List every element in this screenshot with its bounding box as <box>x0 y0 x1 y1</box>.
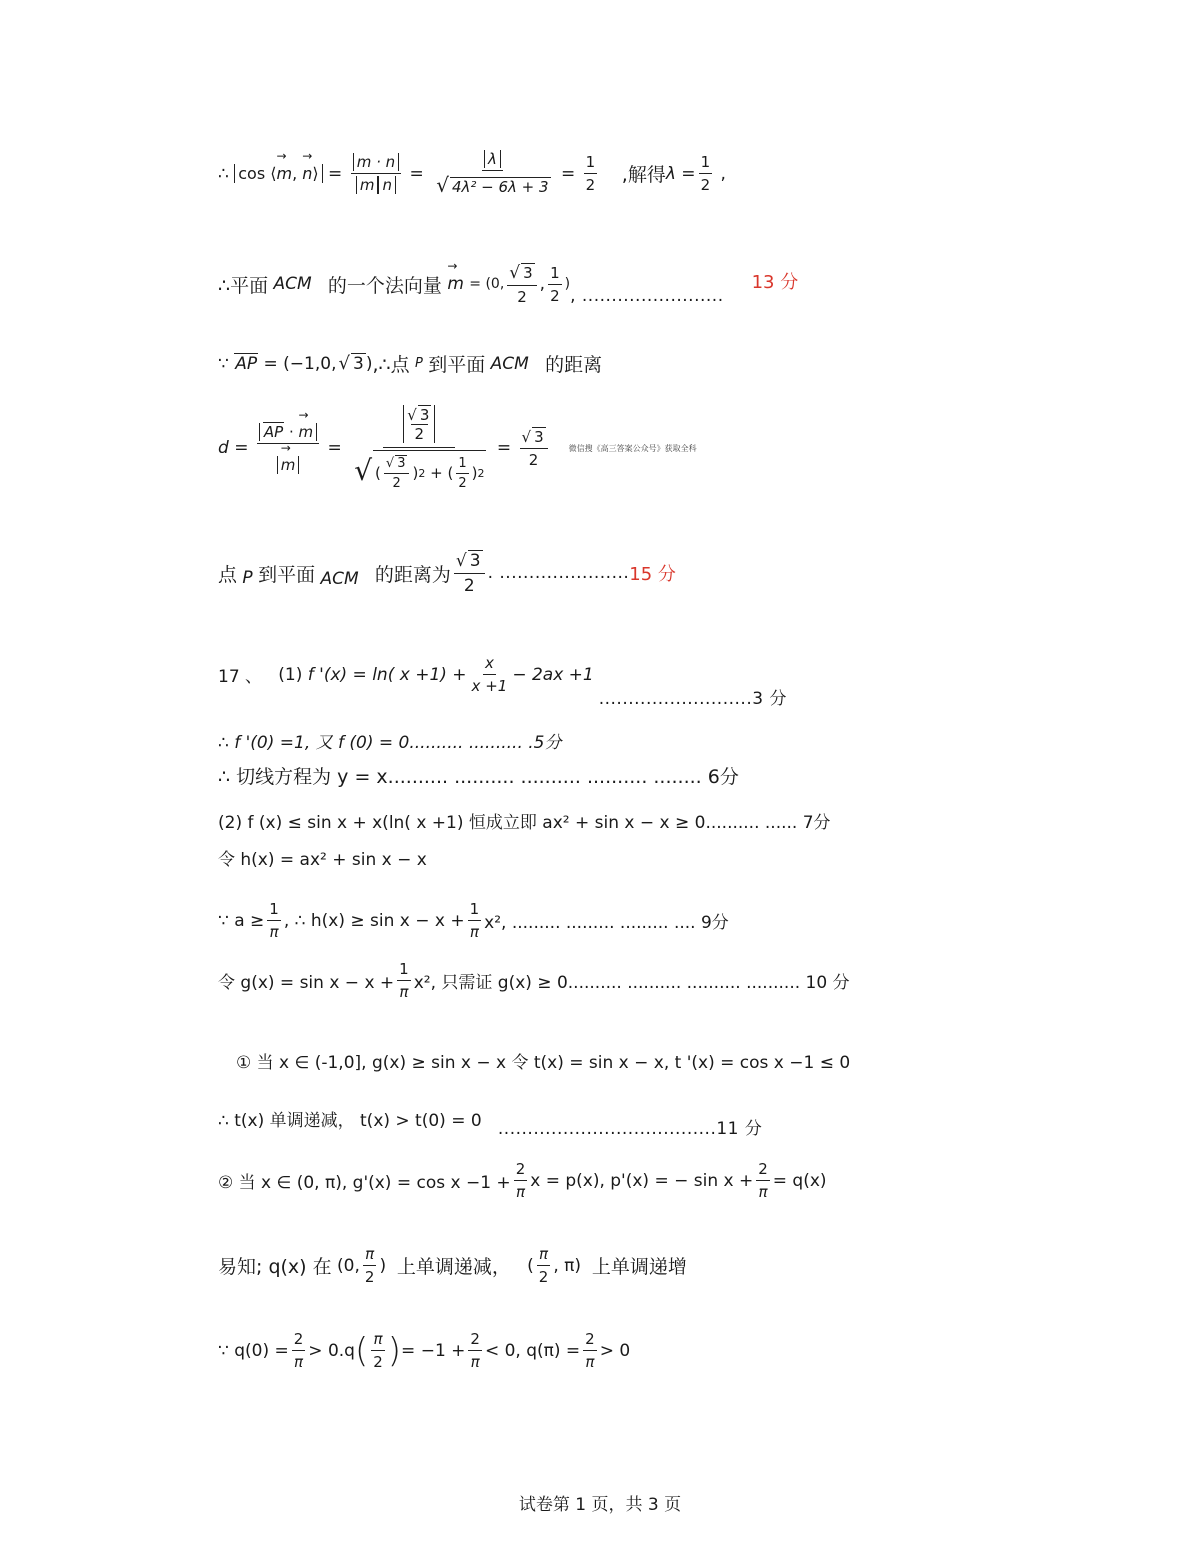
two-b: 2 <box>756 1160 770 1181</box>
frac-1-pi <box>397 960 411 1001</box>
one-b: 1 <box>468 900 482 921</box>
eq-distance: d = AP · → m → m = $\frac{√ 3}{2}$ √ ( $\frac{√ 3}{2}$ ) 2 + ( $\frac{1}{2}$ ) 2 = $\frac{√ 3}{2}$ 微信搜《高三答案公众号》获取全科 <box>218 405 697 491</box>
frac-num: x <box>483 654 496 675</box>
two-c: 2 <box>373 1353 383 1371</box>
eq-normal-vector <box>218 262 798 306</box>
frac-result: $\frac{√ 3}{2}$ <box>520 427 548 469</box>
eq-case-2 <box>218 1160 827 1201</box>
to-plane-text: 到平面 <box>428 354 486 376</box>
frac-pi-2-b <box>537 1245 551 1286</box>
frac-dot-product <box>351 153 401 194</box>
eq-t-decreasing <box>218 1098 762 1139</box>
define-g-pre: 令 g(x) = sin x − x + <box>218 973 395 993</box>
frac-1-pi-b <box>468 900 482 941</box>
den-2d: 2 <box>528 451 539 469</box>
frac-2-pi-b <box>468 1330 482 1371</box>
eq-case-1 <box>236 1048 850 1073</box>
half-num: 1 <box>548 264 562 285</box>
frac-2-pi <box>292 1330 306 1371</box>
vector-m: → m <box>447 274 464 294</box>
a-bound-post: x², ......... ......... ......... .... 9分 <box>484 913 729 933</box>
vector-m: → m <box>299 423 314 441</box>
eq-define-g <box>218 960 850 1001</box>
tangent-line-text: ∴ 切线方程为 y = x.......... .......... .......... .......... ........ 6分 <box>218 766 739 788</box>
interval-open-1: (0, <box>337 1255 360 1276</box>
part-2-condition: (2) f (x) ≤ sin x + x(ln( x +1) 恒成立即 ax² + sin x − x ≥ 0.......... ...... 7分 <box>218 813 831 833</box>
frac-2-pi-d <box>583 1330 597 1371</box>
den-2: 2 <box>517 287 527 306</box>
vector-ap: AP <box>235 354 258 374</box>
norm-n: n <box>378 176 396 194</box>
problem-number: 17 、 <box>218 667 263 687</box>
sqrt3: 3 <box>352 354 364 374</box>
sqrt3: 3 <box>469 551 481 571</box>
vector-n: → n <box>302 164 312 183</box>
two: 2 <box>292 1330 306 1351</box>
point-text: ,∴点 <box>372 354 410 376</box>
q-values-mid3: < 0, q(π) = <box>484 1340 581 1361</box>
pi-c: π <box>371 1330 384 1351</box>
therefore-symbol: ∴ <box>218 163 229 184</box>
dots: . ...................... <box>487 563 630 583</box>
frac-2-pi-b <box>756 1160 770 1201</box>
a-bound-mid: , ∴ h(x) ≥ sin x − x + <box>283 910 465 931</box>
eq-part2-condition <box>218 808 831 833</box>
half-den: 2 <box>585 176 596 194</box>
derivative-rest: − 2ax +1 <box>512 664 594 685</box>
frac-pi-2 <box>363 1245 377 1286</box>
pi: π <box>399 983 409 1001</box>
sqrt3: 3 <box>419 406 430 424</box>
eq-q-monotonic <box>218 1245 687 1286</box>
frac-lambda: $\frac{\lambda}{\text{√ 4λ² − 6λ + 3}}$ <box>436 150 549 197</box>
pi: π <box>269 923 279 941</box>
define-g-post: x², 只需证 g(x) ≥ 0.......... .......... .......... .......... 10 分 <box>413 973 850 993</box>
vector-m: → m <box>276 164 292 183</box>
one: 1 <box>267 900 281 921</box>
den-2: 2 <box>463 576 475 596</box>
case-2-pre: ② 当 x ∈ (0, π), g'(x) = cos x −1 + <box>218 1173 511 1193</box>
q-decreasing-text: 上单调递减， <box>396 1256 511 1278</box>
half-num: 1 <box>584 153 598 174</box>
two-b: 2 <box>468 1330 482 1351</box>
distance-is-text: 的距离为 <box>374 563 451 586</box>
pi-d: π <box>585 1353 595 1371</box>
plane-acm: ACM <box>490 353 529 374</box>
plane-prefix: ∴平面 <box>218 274 269 297</box>
frac-den: x +1 <box>471 677 508 695</box>
vector-close: ) <box>564 276 571 292</box>
point-p: P <box>242 568 253 588</box>
eq-distance-result <box>218 550 676 596</box>
t-decreasing-text: ∴ t(x) 单调递减， t(x) > t(0) = 0 <box>218 1111 482 1131</box>
lambda-val-den: 2 <box>700 176 711 194</box>
q-values-pre: ∵ q(0) = <box>218 1340 289 1361</box>
vector-m-norm: → m <box>281 456 296 474</box>
eq-tangent-line <box>218 762 739 789</box>
frac-half <box>584 153 598 194</box>
problem-17-part1 <box>218 640 787 709</box>
eq-cos-angle: ∴ cos ⟨→ m, → n⟩ = $\frac{m \cdot n}{\text{m n}}$ = $\frac{\lambda}{\text{√ 4λ² − 6λ + 3}}$ = $\frac{1}{2}$ ,解得 λ = $\frac{1}{2}$ , <box>218 150 726 197</box>
frac-result: $\frac{√ 3}{2}$ <box>454 550 485 596</box>
part-1-label: (1) <box>278 664 303 685</box>
two: 2 <box>514 1160 528 1181</box>
pi-b: π <box>537 1245 550 1266</box>
score-15: 15 分 <box>629 564 676 585</box>
page-footer: 试卷第 1 页，共 3 页 <box>518 1495 682 1515</box>
pi: π <box>294 1353 304 1371</box>
two-d: 2 <box>583 1330 597 1351</box>
q-increasing-text: 上单调递增 <box>591 1256 687 1278</box>
point-p: P <box>415 356 423 371</box>
solve-text: ,解得 <box>621 164 666 186</box>
pi-b: π <box>758 1183 768 1201</box>
frac-sqrt3-2: $\frac{√ 3}{2}$ <box>507 263 536 306</box>
frac-x-over-x1 <box>470 654 510 695</box>
d-symbol: d <box>218 438 229 458</box>
distance-text: 的距离 <box>545 354 603 376</box>
pi: π <box>515 1183 525 1201</box>
frac-ap-m <box>257 423 319 474</box>
because-symbol: ∵ <box>218 353 229 374</box>
frac-distance: $\frac{√ 3}{2}$ √ ( $\frac{√ 3}{2}$ ) 2 + ( $\frac{1}{2}$ ) 2 <box>354 406 485 491</box>
half-den: 2 <box>550 286 560 305</box>
lambda-val-num: 1 <box>699 153 713 174</box>
vector-ap: AP <box>263 422 284 441</box>
den-2: 2 <box>411 424 429 443</box>
watermark-text: 微信搜《高三答案公众号》获取全科 <box>568 443 697 453</box>
q-monotonic-pre: 易知; q(x) 在 <box>218 1256 332 1278</box>
case-2-mid: x = p(x), p'(x) = − sin x + <box>530 1170 754 1191</box>
dots-score-3: ..........................3 分 <box>598 689 787 709</box>
sqrt3-c: 3 <box>534 428 544 446</box>
dot-product-mn: m · n <box>353 153 399 171</box>
plane-acm: ACM <box>320 569 359 589</box>
pi-b: π <box>470 1353 480 1371</box>
vector-ap-value: = (−1,0, <box>263 353 337 374</box>
frac-lambda-value <box>699 153 713 194</box>
interval-close-1: ) <box>379 1255 387 1276</box>
dots-score-11: .....................................11 分 <box>497 1119 763 1139</box>
interval-close-2: , π) <box>553 1255 581 1276</box>
q-values-post: > 0 <box>599 1340 631 1361</box>
eq-define-h <box>218 845 427 870</box>
two-b: 2 <box>538 1268 549 1286</box>
norm-m: m <box>356 176 379 194</box>
dots: , ........................ <box>570 286 724 306</box>
point-text: 点 <box>218 563 238 586</box>
abs-lambda: λ <box>484 150 501 168</box>
dot-op: · <box>288 422 294 441</box>
to-plane-text: 到平面 <box>258 563 316 586</box>
sqrt3: 3 <box>523 263 533 282</box>
cos-label: cos <box>238 164 266 183</box>
pi: π <box>363 1245 376 1266</box>
score-13: 13 分 <box>751 272 799 293</box>
case-1-text: ① 当 x ∈ (-1,0], g(x) ≥ sin x − x 令 t(x) = sin x − x, t '(x) = cos x −1 ≤ 0 <box>236 1053 851 1073</box>
square: 2 <box>418 466 426 480</box>
f-prime-zero-text: ∴ f '(0) =1, 又 f (0) = 0.......... .......... .5分 <box>218 733 562 753</box>
eq-vector-ap: ∵ AP = (−1,0, √ 3 ) ,∴点 P 到平面 ACM 的距离 <box>218 350 602 377</box>
case-2-post: = q(x) <box>772 1170 827 1191</box>
interval-open-2: ( <box>527 1255 534 1276</box>
frac-1-pi <box>267 900 281 941</box>
square-b: 2 <box>477 466 485 480</box>
q-values-mid1: > 0.q <box>308 1340 355 1361</box>
derivative-expr: f '(x) = ln( x +1) + <box>307 664 467 685</box>
plane-acm: ACM <box>273 274 312 294</box>
frac-half <box>548 264 562 305</box>
eq-f-prime-zero <box>218 728 561 753</box>
eq-a-bound <box>218 900 729 941</box>
normal-vector-text: 的一个法向量 <box>327 274 442 297</box>
frac-pi-2 <box>371 1330 385 1371</box>
lambda-symbol: λ <box>665 163 676 184</box>
vector-open: = (0, <box>469 276 505 292</box>
eq-q-values: ∵ q(0) = $\frac{2}{\pi}$ > 0.q ( $\frac{\pi}{2}$ ) = −1 + $\frac{2}{\pi}$ < 0, q(π) = $\frac{2}{\pi}$ > 0 <box>218 1330 631 1371</box>
one: 1 <box>397 960 411 981</box>
sqrt-lambda-expr: 4λ² − 6λ + 3 <box>451 178 549 196</box>
q-values-mid2: = −1 + <box>401 1340 466 1361</box>
den-2b: 2 <box>392 476 401 491</box>
frac-2-pi <box>514 1160 528 1201</box>
den-2c: 2 <box>458 475 467 491</box>
sqrt3-b: 3 <box>397 456 406 471</box>
a-bound-pre: ∵ a ≥ <box>218 910 265 931</box>
define-h-text: 令 h(x) = ax² + sin x − x <box>218 850 427 870</box>
one: 1 <box>456 456 468 474</box>
two: 2 <box>364 1268 375 1286</box>
pi-b: π <box>469 923 479 941</box>
abs-cos: cos ⟨→ m, → n⟩ <box>234 164 322 183</box>
comma: , <box>539 274 546 294</box>
vector-close: ) <box>365 353 373 374</box>
